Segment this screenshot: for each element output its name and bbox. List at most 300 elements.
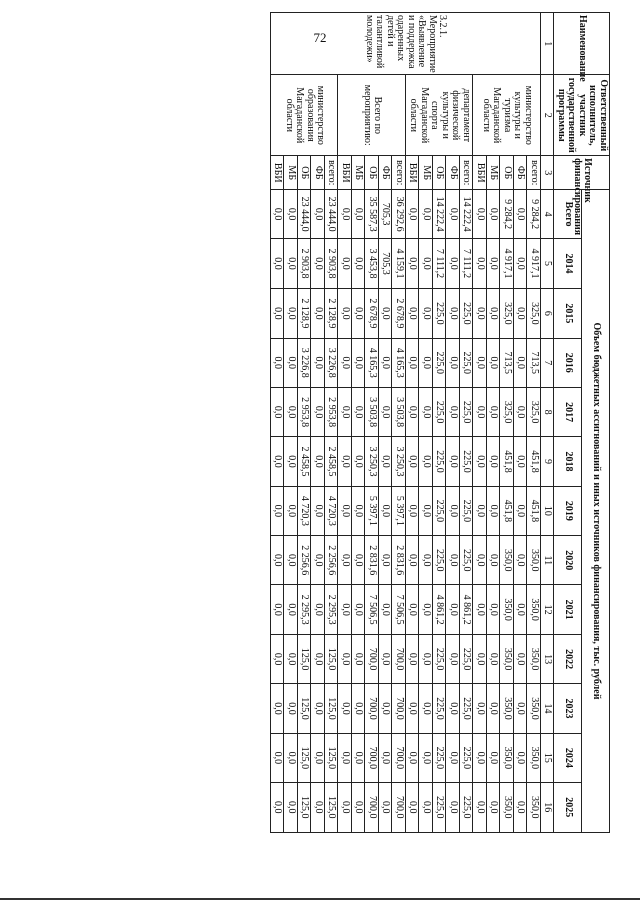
column-number: 3 xyxy=(541,156,555,190)
page-number: 72 xyxy=(313,30,327,45)
value-cell: 0,0 xyxy=(419,289,433,338)
value-cell: 0,0 xyxy=(473,486,487,535)
value-cell: 0,0 xyxy=(419,684,433,733)
source-cell: ВБИ xyxy=(406,156,420,190)
value-cell: 225,0 xyxy=(460,733,474,782)
value-cell: 350,0 xyxy=(500,733,514,782)
value-cell: 0,0 xyxy=(311,437,325,486)
value-cell: 7 506,5 xyxy=(392,585,406,634)
value-cell: 0,0 xyxy=(338,190,352,238)
value-cell: 0,0 xyxy=(284,585,298,634)
value-cell: 0,0 xyxy=(379,783,393,833)
value-cell: 0,0 xyxy=(284,783,298,833)
value-cell: 451,8 xyxy=(527,437,541,486)
value-cell: 7 111,2 xyxy=(460,238,474,288)
value-cell: 0,0 xyxy=(487,486,501,535)
value-cell: 350,0 xyxy=(500,585,514,634)
header-year: 2021 xyxy=(554,585,582,634)
value-cell: 0,0 xyxy=(473,238,487,288)
value-cell: 451,8 xyxy=(500,486,514,535)
value-cell: 0,0 xyxy=(379,387,393,436)
value-cell: 0,0 xyxy=(338,733,352,782)
value-cell: 0,0 xyxy=(473,536,487,585)
source-cell: МБ xyxy=(419,156,433,190)
value-cell: 7 506,5 xyxy=(365,585,379,634)
header-year: 2024 xyxy=(554,733,582,782)
value-cell: 325,0 xyxy=(500,289,514,338)
value-cell: 0,0 xyxy=(284,634,298,683)
value-cell: 0,0 xyxy=(352,733,366,782)
value-cell: 0,0 xyxy=(271,238,285,288)
value-cell: 2 678,9 xyxy=(392,289,406,338)
value-cell: 0,0 xyxy=(284,536,298,585)
header-source: Источник финансирования xyxy=(554,156,610,190)
value-cell: 0,0 xyxy=(406,238,420,288)
value-cell: 0,0 xyxy=(311,486,325,535)
value-cell: 0,0 xyxy=(406,190,420,238)
value-cell: 0,0 xyxy=(406,486,420,535)
column-number: 15 xyxy=(541,733,555,782)
header-year: 2014 xyxy=(554,238,582,288)
value-cell: 4 917,1 xyxy=(500,238,514,288)
value-cell: 3 226,8 xyxy=(298,338,312,387)
column-number: 11 xyxy=(541,536,555,585)
value-cell: 225,0 xyxy=(433,783,447,833)
value-cell: 4 159,1 xyxy=(392,238,406,288)
value-cell: 0,0 xyxy=(311,289,325,338)
header-year: 2017 xyxy=(554,387,582,436)
value-cell: 0,0 xyxy=(311,783,325,833)
value-cell: 0,0 xyxy=(406,387,420,436)
value-cell: 0,0 xyxy=(446,190,460,238)
value-cell: 14 222,4 xyxy=(460,190,474,238)
value-cell: 0,0 xyxy=(487,783,501,833)
value-cell: 0,0 xyxy=(473,783,487,833)
value-cell: 0,0 xyxy=(271,536,285,585)
value-cell: 0,0 xyxy=(406,289,420,338)
value-cell: 713,5 xyxy=(527,338,541,387)
value-cell: 4 165,3 xyxy=(392,338,406,387)
value-cell: 0,0 xyxy=(473,190,487,238)
value-cell: 2 256,6 xyxy=(298,536,312,585)
value-cell: 325,0 xyxy=(500,387,514,436)
value-cell: 0,0 xyxy=(406,437,420,486)
column-number: 5 xyxy=(541,238,555,288)
value-cell: 0,0 xyxy=(514,783,528,833)
value-cell: 3 250,3 xyxy=(392,437,406,486)
value-cell: 0,0 xyxy=(406,536,420,585)
value-cell: 0,0 xyxy=(419,486,433,535)
value-cell: 0,0 xyxy=(514,387,528,436)
value-cell: 0,0 xyxy=(419,190,433,238)
value-cell: 225,0 xyxy=(460,536,474,585)
column-number: 10 xyxy=(541,486,555,535)
header-year: 2025 xyxy=(554,783,582,833)
value-cell: 125,0 xyxy=(325,733,339,782)
value-cell: 3 503,8 xyxy=(365,387,379,436)
value-cell: 700,0 xyxy=(365,783,379,833)
value-cell: 0,0 xyxy=(406,338,420,387)
value-cell: 0,0 xyxy=(487,190,501,238)
value-cell: 451,8 xyxy=(500,437,514,486)
source-cell: всего: xyxy=(392,156,406,190)
value-cell: 225,0 xyxy=(460,783,474,833)
value-cell: 0,0 xyxy=(419,585,433,634)
value-cell: 225,0 xyxy=(460,486,474,535)
value-cell: 0,0 xyxy=(514,634,528,683)
value-cell: 225,0 xyxy=(433,486,447,535)
rotated-table-container xyxy=(50,12,610,882)
value-cell: 0,0 xyxy=(379,437,393,486)
source-cell: ФБ xyxy=(514,156,528,190)
value-cell: 0,0 xyxy=(271,486,285,535)
value-cell: 700,0 xyxy=(365,634,379,683)
value-cell: 0,0 xyxy=(406,585,420,634)
value-cell: 350,0 xyxy=(527,634,541,683)
value-cell: 0,0 xyxy=(514,733,528,782)
value-cell: 2 295,3 xyxy=(325,585,339,634)
value-cell: 0,0 xyxy=(284,437,298,486)
value-cell: 325,0 xyxy=(527,289,541,338)
value-cell: 0,0 xyxy=(284,289,298,338)
value-cell: 4 861,2 xyxy=(460,585,474,634)
value-cell: 0,0 xyxy=(352,289,366,338)
value-cell: 0,0 xyxy=(284,486,298,535)
value-cell: 0,0 xyxy=(338,338,352,387)
value-cell: 0,0 xyxy=(487,238,501,288)
value-cell: 0,0 xyxy=(338,238,352,288)
value-cell: 225,0 xyxy=(433,684,447,733)
value-cell: 0,0 xyxy=(514,338,528,387)
value-cell: 9 284,2 xyxy=(527,190,541,238)
value-cell: 0,0 xyxy=(379,634,393,683)
value-cell: 350,0 xyxy=(500,536,514,585)
value-cell: 0,0 xyxy=(352,783,366,833)
column-number: 2 xyxy=(541,75,555,156)
value-cell: 225,0 xyxy=(433,437,447,486)
scan-edge-line xyxy=(0,898,640,900)
header-year: 2019 xyxy=(554,486,582,535)
value-cell: 0,0 xyxy=(406,733,420,782)
value-cell: 5 397,1 xyxy=(392,486,406,535)
source-cell: ОБ xyxy=(433,156,447,190)
value-cell: 0,0 xyxy=(379,684,393,733)
source-cell: ВБИ xyxy=(271,156,285,190)
value-cell: 0,0 xyxy=(311,190,325,238)
value-cell: 350,0 xyxy=(527,536,541,585)
value-cell: 0,0 xyxy=(419,338,433,387)
value-cell: 0,0 xyxy=(446,486,460,535)
value-cell: 0,0 xyxy=(338,585,352,634)
value-cell: 350,0 xyxy=(527,733,541,782)
header-volume: Объем бюджетных ассигнований и иных источников финансирования, тыс. рублей xyxy=(582,190,610,832)
value-cell: 0,0 xyxy=(284,733,298,782)
value-cell: 0,0 xyxy=(352,684,366,733)
value-cell: 36 292,6 xyxy=(392,190,406,238)
column-number: 16 xyxy=(541,783,555,833)
header-year: 2020 xyxy=(554,536,582,585)
value-cell: 0,0 xyxy=(311,585,325,634)
value-cell: 0,0 xyxy=(379,585,393,634)
value-cell: 0,0 xyxy=(487,733,501,782)
value-cell: 350,0 xyxy=(527,783,541,833)
value-cell: 2 678,9 xyxy=(365,289,379,338)
value-cell: 705,3 xyxy=(379,190,393,238)
value-cell: 0,0 xyxy=(473,437,487,486)
value-cell: 0,0 xyxy=(514,486,528,535)
value-cell: 4 861,2 xyxy=(433,585,447,634)
value-cell: 4 720,3 xyxy=(298,486,312,535)
value-cell: 0,0 xyxy=(311,338,325,387)
value-cell: 0,0 xyxy=(271,634,285,683)
column-number-row xyxy=(541,13,555,882)
value-cell: 451,8 xyxy=(527,486,541,535)
value-cell: 2 128,9 xyxy=(298,289,312,338)
column-number: 12 xyxy=(541,585,555,634)
column-number: 4 xyxy=(541,190,555,238)
value-cell: 0,0 xyxy=(514,684,528,733)
header-year: 2015 xyxy=(554,289,582,338)
value-cell: 0,0 xyxy=(446,437,460,486)
value-cell: 0,0 xyxy=(379,733,393,782)
value-cell: 0,0 xyxy=(379,338,393,387)
header-year: 2022 xyxy=(554,634,582,683)
table-row xyxy=(392,13,406,882)
value-cell: 0,0 xyxy=(419,437,433,486)
column-number: 13 xyxy=(541,634,555,683)
value-cell: 2 128,9 xyxy=(325,289,339,338)
value-cell: 225,0 xyxy=(460,684,474,733)
value-cell: 0,0 xyxy=(473,338,487,387)
value-cell: 700,0 xyxy=(392,783,406,833)
value-cell: 0,0 xyxy=(446,289,460,338)
value-cell: 0,0 xyxy=(338,684,352,733)
value-cell: 700,0 xyxy=(392,634,406,683)
value-cell: 0,0 xyxy=(271,387,285,436)
value-cell: 350,0 xyxy=(500,684,514,733)
value-cell: 713,5 xyxy=(500,338,514,387)
value-cell: 4 917,1 xyxy=(527,238,541,288)
value-cell: 2 458,5 xyxy=(325,437,339,486)
value-cell: 0,0 xyxy=(473,585,487,634)
value-cell: 0,0 xyxy=(271,338,285,387)
executor-cell: министерство образования Магаданской области xyxy=(271,75,339,156)
value-cell: 0,0 xyxy=(473,387,487,436)
value-cell: 0,0 xyxy=(419,238,433,288)
value-cell: 0,0 xyxy=(311,238,325,288)
value-cell: 0,0 xyxy=(419,387,433,436)
value-cell: 0,0 xyxy=(311,634,325,683)
value-cell: 2 831,6 xyxy=(365,536,379,585)
value-cell: 0,0 xyxy=(352,190,366,238)
value-cell: 125,0 xyxy=(325,684,339,733)
value-cell: 225,0 xyxy=(433,387,447,436)
value-cell: 0,0 xyxy=(284,684,298,733)
value-cell: 0,0 xyxy=(284,238,298,288)
value-cell: 0,0 xyxy=(338,536,352,585)
value-cell: 125,0 xyxy=(298,684,312,733)
value-cell: 0,0 xyxy=(311,387,325,436)
value-cell: 3 250,3 xyxy=(365,437,379,486)
value-cell: 0,0 xyxy=(514,585,528,634)
source-cell: всего: xyxy=(460,156,474,190)
value-cell: 0,0 xyxy=(352,437,366,486)
value-cell: 23 444,0 xyxy=(325,190,339,238)
header-year: 2018 xyxy=(554,437,582,486)
value-cell: 225,0 xyxy=(433,634,447,683)
executor-cell: департамент физической культуры и спорта Магаданской области xyxy=(406,75,474,156)
value-cell: 0,0 xyxy=(284,190,298,238)
value-cell: 4 720,3 xyxy=(325,486,339,535)
value-cell: 700,0 xyxy=(392,684,406,733)
value-cell: 225,0 xyxy=(460,387,474,436)
header-executor: Ответственный исполнитель, участник государственной программы xyxy=(554,75,610,156)
value-cell: 225,0 xyxy=(433,536,447,585)
value-cell: 0,0 xyxy=(338,387,352,436)
budget-table xyxy=(270,12,610,882)
value-cell: 125,0 xyxy=(298,733,312,782)
header-year: 2023 xyxy=(554,684,582,733)
value-cell: 0,0 xyxy=(406,684,420,733)
value-cell: 0,0 xyxy=(514,536,528,585)
value-cell: 0,0 xyxy=(352,387,366,436)
value-cell: 0,0 xyxy=(487,437,501,486)
value-cell: 0,0 xyxy=(446,733,460,782)
value-cell: 0,0 xyxy=(446,536,460,585)
value-cell: 225,0 xyxy=(460,338,474,387)
column-number: 14 xyxy=(541,684,555,733)
value-cell: 225,0 xyxy=(433,289,447,338)
value-cell: 2 903,8 xyxy=(325,238,339,288)
value-cell: 0,0 xyxy=(352,536,366,585)
column-number: 9 xyxy=(541,437,555,486)
value-cell: 0,0 xyxy=(379,486,393,535)
value-cell: 4 165,3 xyxy=(365,338,379,387)
source-cell: ОБ xyxy=(500,156,514,190)
value-cell: 0,0 xyxy=(514,289,528,338)
value-cell: 125,0 xyxy=(325,783,339,833)
value-cell: 2 831,6 xyxy=(392,536,406,585)
value-cell: 325,0 xyxy=(527,387,541,436)
source-cell: ФБ xyxy=(311,156,325,190)
value-cell: 0,0 xyxy=(338,437,352,486)
source-cell: ФБ xyxy=(379,156,393,190)
value-cell: 0,0 xyxy=(352,338,366,387)
header-row xyxy=(582,13,610,882)
value-cell: 2 256,6 xyxy=(325,536,339,585)
value-cell: 0,0 xyxy=(446,684,460,733)
value-cell: 7 111,2 xyxy=(433,238,447,288)
value-cell: 9 284,2 xyxy=(500,190,514,238)
table-row xyxy=(325,13,339,882)
source-cell: всего: xyxy=(325,156,339,190)
value-cell: 2 295,3 xyxy=(298,585,312,634)
value-cell: 0,0 xyxy=(487,536,501,585)
value-cell: 0,0 xyxy=(473,634,487,683)
value-cell: 2 903,8 xyxy=(298,238,312,288)
value-cell: 0,0 xyxy=(514,238,528,288)
header-name: Наименование xyxy=(554,13,610,75)
value-cell: 0,0 xyxy=(446,238,460,288)
value-cell: 700,0 xyxy=(365,684,379,733)
value-cell: 0,0 xyxy=(271,289,285,338)
value-cell: 0,0 xyxy=(446,387,460,436)
value-cell: 0,0 xyxy=(271,437,285,486)
value-cell: 0,0 xyxy=(284,338,298,387)
column-number: 6 xyxy=(541,289,555,338)
value-cell: 0,0 xyxy=(271,190,285,238)
value-cell: 0,0 xyxy=(379,536,393,585)
value-cell: 2 953,8 xyxy=(325,387,339,436)
value-cell: 0,0 xyxy=(284,387,298,436)
value-cell: 0,0 xyxy=(352,238,366,288)
value-cell: 125,0 xyxy=(298,634,312,683)
executor-cell: министерство культуры и туризма Магаданской области xyxy=(473,75,541,156)
source-cell: МБ xyxy=(487,156,501,190)
value-cell: 125,0 xyxy=(298,783,312,833)
value-cell: 2 458,5 xyxy=(298,437,312,486)
value-cell: 350,0 xyxy=(500,634,514,683)
value-cell: 225,0 xyxy=(460,634,474,683)
value-cell: 0,0 xyxy=(419,783,433,833)
column-number: 8 xyxy=(541,387,555,436)
table-row xyxy=(527,13,541,882)
header-total: Всего xyxy=(554,190,582,238)
value-cell: 700,0 xyxy=(365,733,379,782)
source-cell: ОБ xyxy=(298,156,312,190)
value-cell: 0,0 xyxy=(514,190,528,238)
table-row xyxy=(460,13,474,882)
header-year: 2016 xyxy=(554,338,582,387)
value-cell: 0,0 xyxy=(352,585,366,634)
value-cell: 0,0 xyxy=(419,634,433,683)
value-cell: 0,0 xyxy=(487,585,501,634)
value-cell: 0,0 xyxy=(406,634,420,683)
value-cell: 0,0 xyxy=(487,634,501,683)
source-cell: всего: xyxy=(527,156,541,190)
value-cell: 700,0 xyxy=(392,733,406,782)
value-cell: 0,0 xyxy=(379,289,393,338)
value-cell: 0,0 xyxy=(271,684,285,733)
value-cell: 0,0 xyxy=(487,387,501,436)
value-cell: 5 397,1 xyxy=(365,486,379,535)
value-cell: 0,0 xyxy=(406,783,420,833)
value-cell: 3 453,8 xyxy=(365,238,379,288)
value-cell: 0,0 xyxy=(311,536,325,585)
source-cell: ОБ xyxy=(365,156,379,190)
value-cell: 350,0 xyxy=(527,684,541,733)
value-cell: 0,0 xyxy=(446,783,460,833)
value-cell: 0,0 xyxy=(271,783,285,833)
source-cell: ФБ xyxy=(446,156,460,190)
column-number: 7 xyxy=(541,338,555,387)
value-cell: 350,0 xyxy=(500,783,514,833)
value-cell: 0,0 xyxy=(446,634,460,683)
source-cell: ВБИ xyxy=(338,156,352,190)
value-cell: 0,0 xyxy=(352,634,366,683)
value-cell: 0,0 xyxy=(487,684,501,733)
value-cell: 0,0 xyxy=(446,338,460,387)
value-cell: 0,0 xyxy=(473,289,487,338)
value-cell: 0,0 xyxy=(419,733,433,782)
source-cell: МБ xyxy=(284,156,298,190)
value-cell: 0,0 xyxy=(271,733,285,782)
measure-name-cell: 3.2.1. Мероприятие «Выявление и поддержка одаренных детей и талантливой молодежи» xyxy=(271,13,541,75)
value-cell: 0,0 xyxy=(514,437,528,486)
value-cell: 0,0 xyxy=(473,733,487,782)
source-cell: ВБИ xyxy=(473,156,487,190)
value-cell: 0,0 xyxy=(338,783,352,833)
